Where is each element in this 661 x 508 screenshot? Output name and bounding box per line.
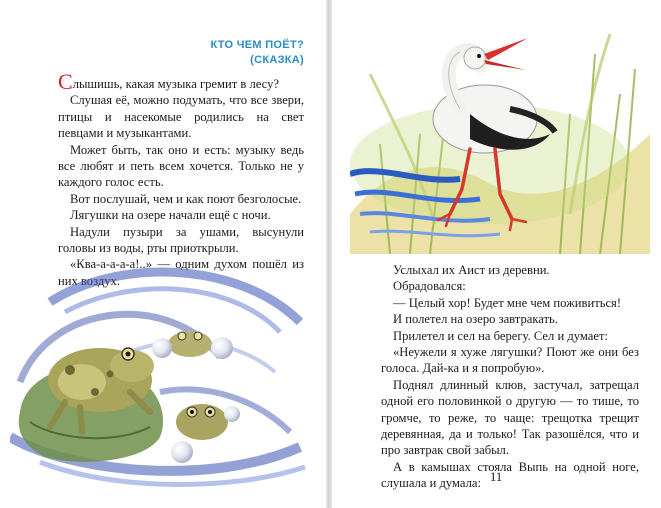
left-text-column [58,69,304,289]
title-line-1: КТО ЧЕМ ПОЁТ? [210,39,304,51]
paragraph: Надули пузыри за ушами, высунули головы из воды, рты приоткрыли. [58,224,304,256]
title-line-2: (СКАЗКА) [250,54,304,66]
paragraph: Лягушки на озере начали ещё с ночи. [70,208,271,223]
paragraph: Обрадовался: [393,279,466,294]
right-text-column [381,262,639,492]
page-number: 11 [490,470,503,484]
right-page [332,0,661,508]
paragraph: «Неужели я хуже лягушки? Поют же они без голоса. Дай-ка и я попробую». [381,345,639,376]
stork-illustration [350,14,650,254]
paragraph: Прилетел и сел на берегу. Сел и думает: [393,328,608,343]
paragraph: И полетел на озеро завтракать. [393,312,558,327]
paragraph: Поднял длинный клюв, застучал, затрещал одной его половинкой о другую — то тише, то громче, то реже, то чаще: трещотка трещит деревянная, да и только! Так разошёлся, что и про завтрак свой забыл. [381,377,639,458]
paragraph [58,69,304,94]
paragraph: «Ква-а-а-а-а!..» — одним духом пошёл из них воздух. [58,257,304,288]
paragraph: Слушая её, можно подумать, что все звери, птицы и насекомые родились на свет певцами и музыкантами. [58,93,304,141]
story-title [211,38,305,68]
paragraph: Вот послушай, чем и как поют безголосые. [70,191,302,206]
frogs-illustration [10,262,310,494]
paragraph: А в камышах стояла Выпь на одной ноге, слушала и думала: [381,459,639,491]
paragraph: — Целый хор! Будет мне чем поживиться! [393,295,622,310]
paragraph: Может быть, так оно и есть: музыку ведь все любят и петь всем хочется. Только не у каждого голос есть. [58,142,304,190]
paragraph: Услыхал их Аист из деревни. [393,263,550,277]
paragraph-text: лышишь, какая музыка гремит в лесу? [72,77,279,91]
drop-cap: С [58,69,73,94]
left-page [0,0,326,508]
